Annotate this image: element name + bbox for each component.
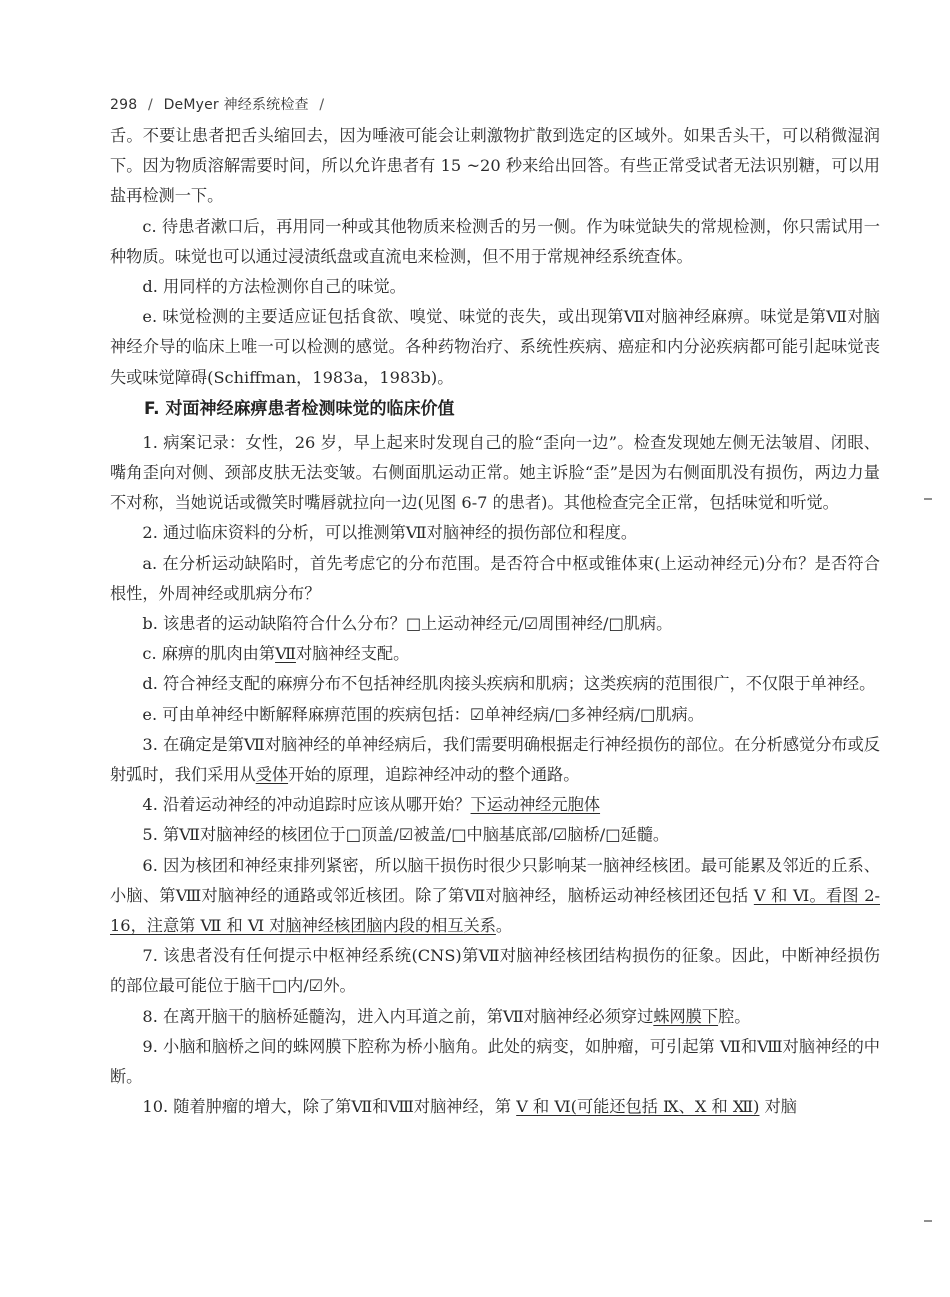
text-run: 3. 在确定是第Ⅶ对脑神经的单神经病后，我们需要明确根据走行神经损伤的部位。在分析感觉分布或反射弧时，我们采用从 xyxy=(110,734,880,785)
book-title: DeMyer 神经系统检查 xyxy=(163,97,309,113)
paragraph xyxy=(110,1092,880,1122)
paragraph xyxy=(110,669,880,699)
text-run: c. 待患者漱口后，再用同一种或其他物质来检测舌的另一侧。作为味觉缺失的常规检测，你只需试用一种物质。味觉也可以通过浸渍纸盘或直流电来检测，但不用于常规神经系统查体。 xyxy=(110,216,880,266)
paragraph xyxy=(110,790,880,820)
text-run: 腔。 xyxy=(718,1006,751,1026)
paragraph xyxy=(110,518,880,548)
underlined-answer: Ⅴ 和 Ⅵ。看图 2-16，注意第 Ⅶ 和 Ⅵ 对脑神经核团脑内段的相互关系 xyxy=(110,885,880,936)
section-heading xyxy=(110,394,880,424)
paragraph xyxy=(110,272,880,302)
paragraph xyxy=(110,549,880,609)
text-run: 舌。不要让患者把舌头缩回去，因为唾液可能会让刺激物扩散到选定的区域外。如果舌头干，可以稍微湿润下。因为物质溶解需要时间，所以允许患者有 15 ~20 秒来给出回答。有些正常受试者无法识别糖，可以用盐再检测一下。 xyxy=(110,126,880,206)
text-run: 开始的原理，追踪神经冲动的整个通路。 xyxy=(288,765,580,785)
text-run: 1. 病案记录：女性，26 岁，早上起来时发现自己的脸“歪向一边”。检查发现她左侧无法皱眉、闭眼、嘴角歪向对侧、颈部皮肤无法变皱。右侧面肌运动正常。她主诉脸“歪”是因为右侧面肌没有损伤，两边力量不对称，当她说话或微笑时嘴唇就拉向一边(见图 6-7 的患者)。其他检查完全正常，包括味觉和听觉。 xyxy=(110,432,880,513)
text-run: 。 xyxy=(495,916,513,936)
header-separator: / xyxy=(319,97,325,113)
underlined-answer: 蛛网膜下 xyxy=(653,1006,719,1026)
paragraph xyxy=(110,302,880,393)
text-run: d. 用同样的方法检测你自己的味觉。 xyxy=(142,277,406,297)
header-separator: / xyxy=(147,97,153,113)
underlined-answer: 下运动神经元胞体 xyxy=(470,795,601,815)
text-run: 10. 随着肿瘤的增大，除了第Ⅶ和Ⅷ对脑神经，第 xyxy=(142,1097,517,1117)
text-run: 2. 通过临床资料的分析，可以推测第Ⅶ对脑神经的损伤部位和程度。 xyxy=(142,523,638,543)
text-run: 对脑神经支配。 xyxy=(295,644,410,664)
text-run: e. 味觉检测的主要适应证包括食欲、嗅觉、味觉的丧失，或出现第Ⅶ对脑神经麻痹。味觉是第Ⅶ对脑神经介导的临床上唯一可以检测的感觉。各种药物治疗、系统性疾病、癌症和内分泌疾病都可能引起味觉丧失或味觉障碍(Schiffman，1983a，1983b)。 xyxy=(110,307,880,387)
text-run: 4. 沿着运动神经的冲动追踪时应该从哪开始？ xyxy=(142,795,471,815)
paragraph xyxy=(110,609,880,639)
text-run: d. 符合神经支配的麻痹分布不包括神经肌肉接头疾病和肌病；这类疾病的范围很广，不仅限于单神经。 xyxy=(142,674,876,694)
paragraph xyxy=(110,428,880,519)
paragraph xyxy=(110,212,880,272)
text-run: b. 该患者的运动缺陷符合什么分布？□上运动神经元/☑周围神经/□肌病。 xyxy=(142,614,673,634)
text-run: 6. 因为核团和神经束排列紧密，所以脑干损伤时很少只影响某一脑神经核团。最可能累及邻近的丘系、小脑、第Ⅷ对脑神经的通路或邻近核团。除了第Ⅶ对脑神经，脑桥运动神经核团还包括 xyxy=(110,855,880,905)
paragraph xyxy=(110,941,880,1001)
text-run: 5. 第Ⅶ对脑神经的核团位于□顶盖/☑被盖/□中脑基底部/☑脑桥/□延髓。 xyxy=(142,825,670,845)
text-run: c. 麻痹的肌肉由第 xyxy=(142,644,276,664)
text-run: F. 对面神经麻痹患者检测味觉的临床价值 xyxy=(144,398,455,419)
text-run: 9. 小脑和脑桥之间的蛛网膜下腔称为桥小脑角。此处的病变，如肿瘤，可引起第 Ⅶ和Ⅷ对脑神经的中断。 xyxy=(110,1036,880,1087)
paragraph xyxy=(110,1002,880,1032)
underlined-answer: Ⅴ 和 Ⅵ(可能还包括 Ⅸ、Ⅹ 和 Ⅻ) xyxy=(516,1097,760,1117)
page-number: 298 xyxy=(110,97,138,113)
underlined-answer: Ⅶ xyxy=(275,644,296,664)
text-run: 7. 该患者没有任何提示中枢神经系统(CNS)第Ⅶ对脑神经核团结构损伤的征象。因此，中断神经损伤的部位最可能位于脑干□内/☑外。 xyxy=(110,946,880,996)
text-run: 对脑 xyxy=(759,1097,797,1117)
underlined-answer: 受体 xyxy=(255,765,289,785)
page-body xyxy=(110,121,880,1123)
margin-tick xyxy=(924,1220,932,1222)
paragraph xyxy=(110,1032,880,1092)
running-header xyxy=(110,94,330,114)
paragraph xyxy=(110,121,880,212)
text-run: e. 可由单神经中断解释麻痹范围的疾病包括：☑单神经病/□多神经病/□肌病。 xyxy=(142,704,704,724)
text-run: a. 在分析运动缺陷时，首先考虑它的分布范围。是否符合中枢或锥体束(上运动神经元)分布？是否符合根性，外周神经或肌病分布？ xyxy=(110,553,880,603)
paragraph xyxy=(110,851,880,942)
margin-tick xyxy=(924,498,932,500)
paragraph xyxy=(110,730,880,790)
text-run: 8. 在离开脑干的脑桥延髓沟，进入内耳道之前，第Ⅶ对脑神经必须穿过 xyxy=(142,1006,654,1026)
paragraph xyxy=(110,700,880,730)
paragraph xyxy=(110,639,880,669)
paragraph xyxy=(110,820,880,850)
